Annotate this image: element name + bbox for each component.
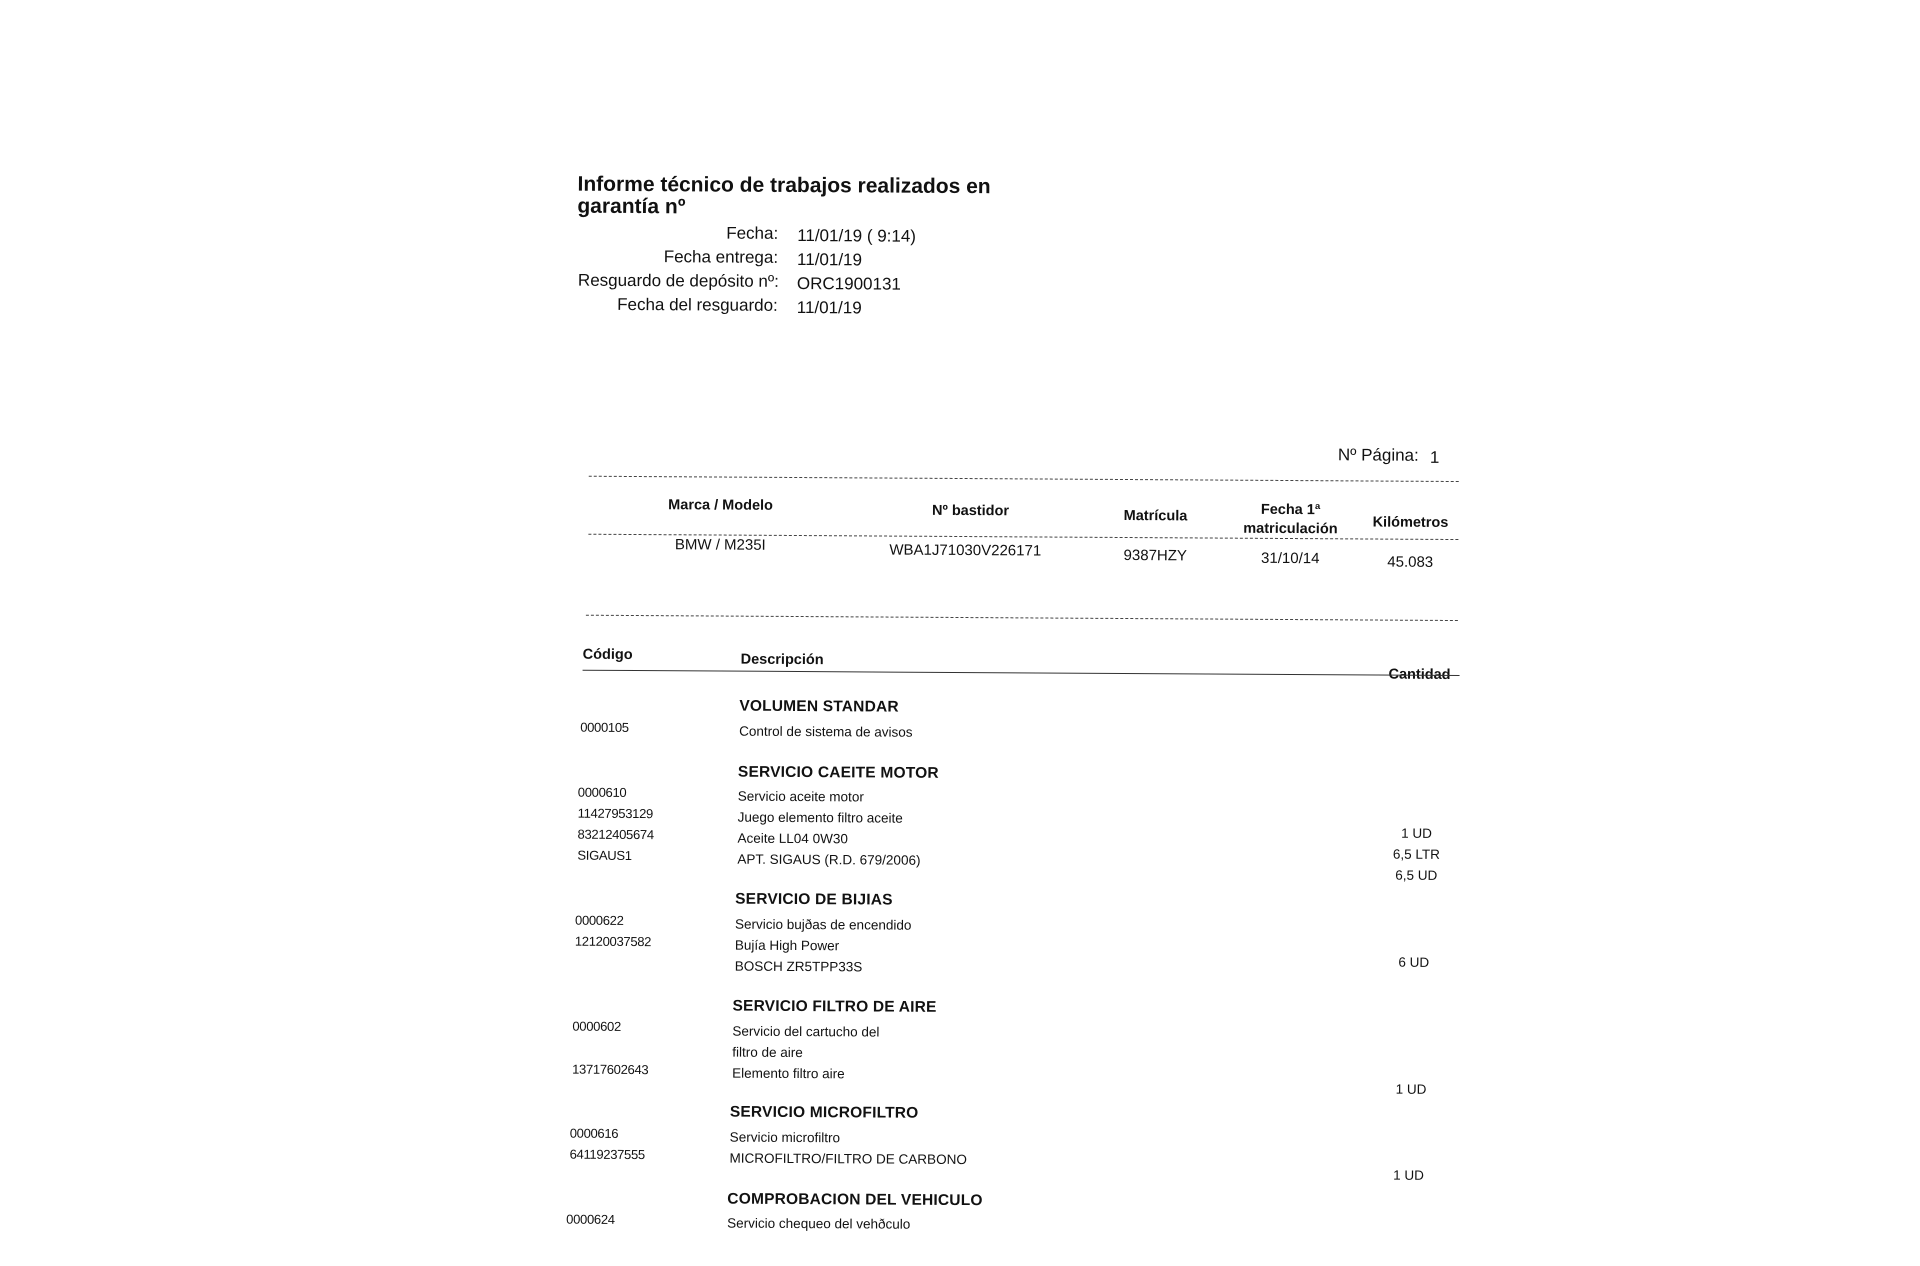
item-quantity: 1 UD: [1395, 1081, 1427, 1097]
item-quantity: 6 UD: [1398, 954, 1430, 970]
header-descripcion: Descripción: [740, 651, 824, 669]
items-table-header-rule: [583, 670, 1460, 676]
header-fecha-matriculacion-1: Fecha 1ª: [1260, 501, 1321, 519]
item-description: Control de sistema de avisos: [739, 723, 913, 740]
item-quantity: 1 UD: [1393, 1167, 1424, 1183]
section-title: SERVICIO FILTRO DE AIRE: [732, 997, 937, 1016]
section-title: VOLUMEN STANDAR: [739, 697, 899, 716]
header-kilometros: Kilómetros: [1372, 514, 1449, 531]
item-code: 0000624: [566, 1211, 615, 1227]
header-cantidad: Cantidad: [1388, 666, 1451, 683]
item-code: 0000105: [580, 719, 629, 735]
page-number-value: 1: [1429, 447, 1440, 467]
item-code: 0000610: [577, 784, 627, 800]
item-code: 12120037582: [574, 933, 652, 950]
item-code: 83212405674: [577, 826, 654, 843]
item-code: SIGAUS1: [577, 847, 632, 863]
item-description: MICROFILTRO/FILTRO DE CARBONO: [729, 1150, 967, 1168]
document-title-line-2: garantía nº: [577, 194, 686, 219]
item-description: BOSCH ZR5TPP33S: [734, 958, 863, 975]
section-title: SERVICIO DE BIJIAS: [735, 890, 893, 909]
item-quantity: 6,5 LTR: [1392, 846, 1441, 862]
item-description: Servicio del cartucho del: [732, 1023, 880, 1040]
item-description: APT. SIGAUS (R.D. 679/2006): [737, 851, 921, 868]
field-value-fecha-entrega: 11/01/19: [797, 249, 863, 270]
header-codigo: Código: [582, 646, 633, 664]
item-description: Servicio bujðas de encendido: [734, 916, 912, 933]
item-description: Servicio chequeo del vehðculo: [727, 1215, 911, 1232]
field-value-fecha-resguardo: 11/01/19: [796, 297, 862, 318]
header-fecha-matriculacion-2: matriculación: [1243, 520, 1338, 538]
item-description: Servicio aceite motor: [737, 788, 864, 805]
cell-fecha-matriculacion: 31/10/14: [1261, 549, 1320, 568]
section-title: SERVICIO MICROFILTRO: [729, 1103, 919, 1122]
header-marca-modelo: Marca / Modelo: [668, 497, 773, 514]
section-title: COMPROBACION DEL VEHICULO: [727, 1190, 983, 1210]
item-description: Elemento filtro aire: [732, 1065, 845, 1082]
document-title-line-1: Informe técnico de trabajos realizados en: [577, 172, 991, 199]
cell-matricula: 9387HZY: [1123, 546, 1188, 565]
item-code: 0000616: [569, 1125, 619, 1141]
item-code: 64119237555: [569, 1146, 645, 1163]
section-title: SERVICIO CAEITE MOTOR: [737, 763, 939, 782]
field-label-fecha-resguardo: Fecha del resguardo:: [617, 294, 778, 315]
header-matricula: Matrícula: [1123, 507, 1188, 525]
item-code: 0000622: [574, 912, 624, 928]
item-description: Juego elemento filtro aceite: [737, 809, 903, 826]
cell-marca-modelo: BMW / M235I: [674, 536, 766, 554]
field-label-resguardo: Resguardo de depósito nº:: [577, 270, 779, 291]
vehicle-table-bottom-rule: [586, 615, 1458, 621]
item-description: Aceite LL04 0W30: [737, 830, 848, 847]
page-number-label: Nº Página:: [1337, 445, 1419, 465]
item-code: 13717602643: [572, 1061, 649, 1078]
item-description: Bujía High Power: [734, 937, 840, 954]
cell-bastidor: WBA1J71030V226171: [889, 541, 1042, 560]
item-quantity: 1 UD: [1401, 825, 1433, 841]
field-value-fecha: 11/01/19 ( 9:14): [797, 225, 917, 246]
vehicle-table-top-rule: [589, 476, 1459, 482]
cell-kilometros: 45.083: [1387, 553, 1434, 571]
item-description: filtro de aire: [732, 1044, 803, 1061]
item-description: Servicio microfiltro: [729, 1129, 841, 1146]
field-value-resguardo: ORC1900131: [796, 273, 901, 294]
header-bastidor: Nº bastidor: [931, 502, 1010, 520]
field-label-fecha: Fecha:: [726, 223, 779, 243]
item-code: 0000602: [572, 1018, 621, 1034]
item-code: 11427953129: [577, 805, 654, 822]
field-label-fecha-entrega: Fecha entrega:: [663, 247, 779, 267]
item-quantity: 6,5 UD: [1395, 867, 1438, 883]
